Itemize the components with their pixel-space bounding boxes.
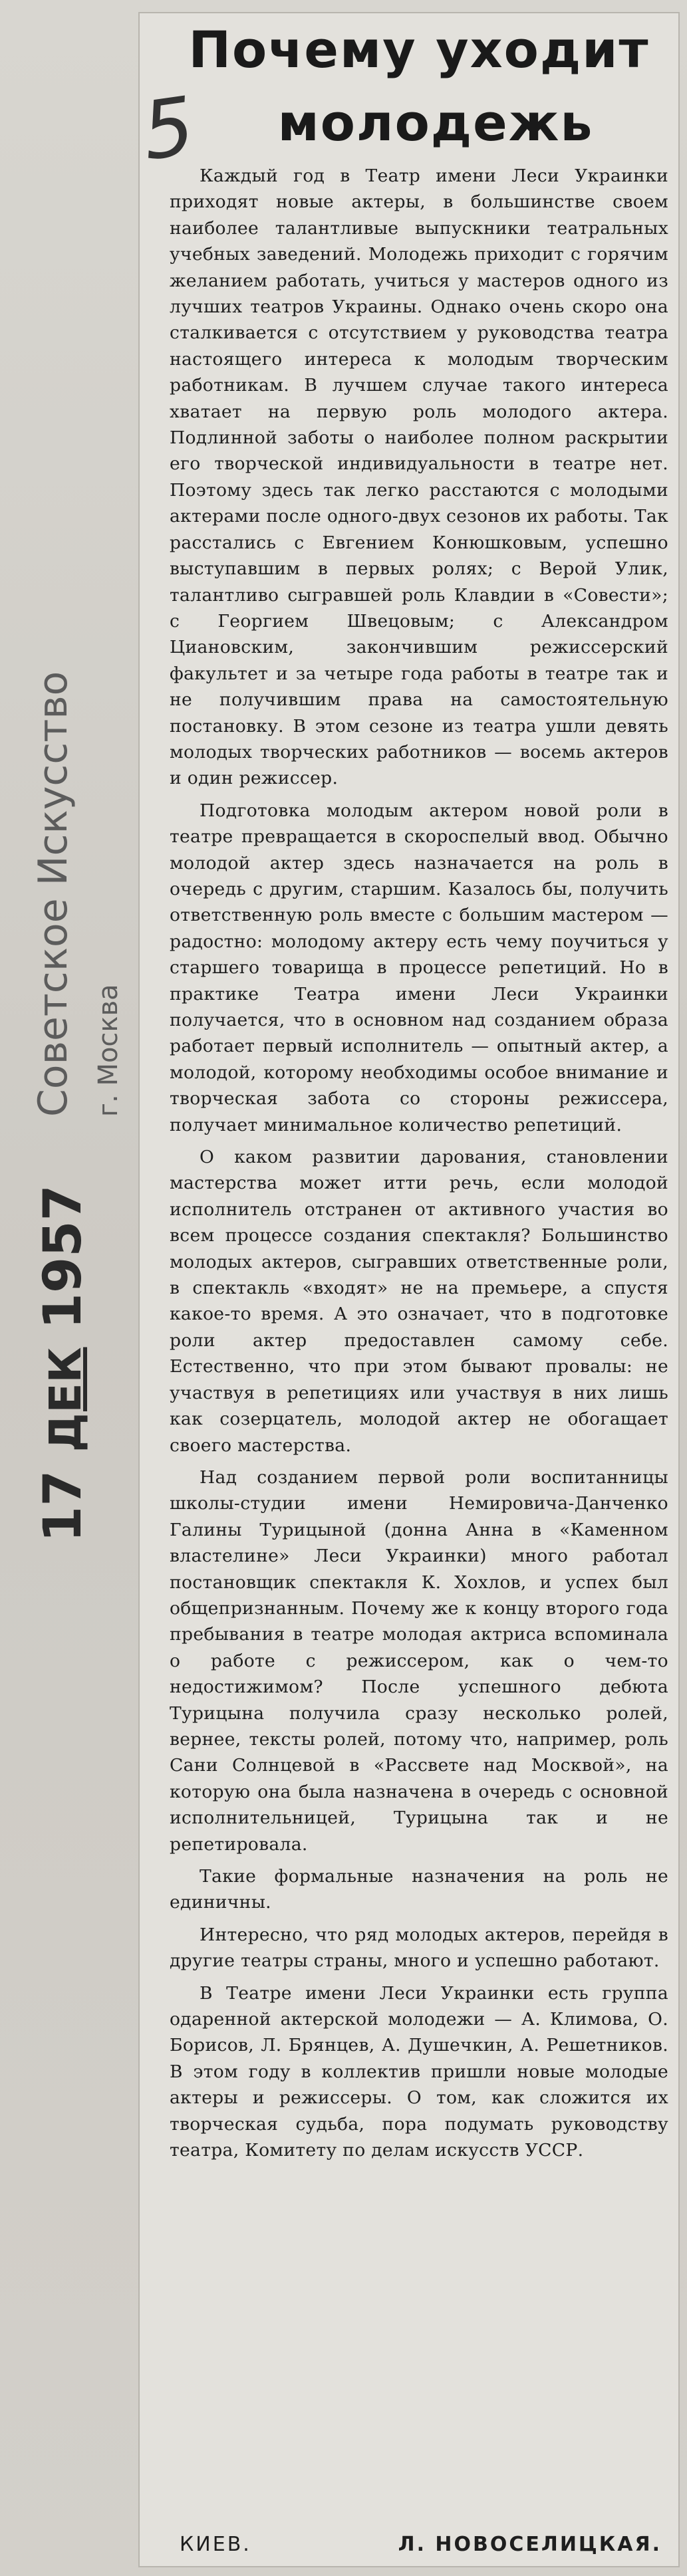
date-stamp-month: ДЕК <box>40 1347 91 1453</box>
article-paragraph: Такие формальные назначения на роль не единичны. <box>170 1866 668 1913</box>
article-paragraph: О каком развитии дарования, становлении мастерства может итти речь, если молодой исполнитель отстранен от активного участия во всем процессе создания спектакля? Большинство молодых актеров, сыгравших ответственные роли, в спектакль «входят» не на премьере, а спустя какое-то время. А это означает, что в подготовке роли актер предоставлен самому себе. Естественно, что при этом бывают провалы: не участвуя в репетициях или участвуя в них лишь как созерцатель, молодой актер не обогащает своего мастерства. <box>170 1147 668 1456</box>
source-stamp-paper: Советское Искусство <box>30 671 76 1117</box>
date-stamp-year: 1957 <box>33 1185 93 1330</box>
dateline-city: КИЕВ. <box>180 2533 251 2556</box>
date-stamp <box>33 745 93 1542</box>
pencil-number-mark: 5 <box>136 80 200 179</box>
headline-line-1: Почему уходит <box>188 20 650 79</box>
author-name: Л. НОВОСЕЛИЦКАЯ. <box>398 2533 662 2556</box>
article-body <box>170 163 668 2169</box>
article-paragraph: Над созданием первой роли воспитанницы школы-студии имени Немировича-Данченко Галины Турицыной (донна Анна в «Каменном властелине» Леси Украинки) много работал постановщик спектакля К. Хохлов, и успех был общепризнанным. Почему же к концу второго года пребывания в театре молодая актриса вспоминала о работе с режиссером, как о чем-то недостижимом? После успешного дебюта Турицына получила сразу несколько ролей, вернее, тексты ролей, потому что, например, роль Сани Солнцевой в «Рассвете над Москвой», на которую она была назначена в очередь с основной исполнительницей, Турицына так и не репетировала. <box>170 1466 668 1855</box>
article-paragraph: Каждый год в Театр имени Леси Украинки приходят новые актеры, в большинстве своем наиболее талантливые выпускники театральных учебных заведений. Молодежь приходит с горячим желанием работать, учиться у мастеров одного из лучших театров Украины. Однако очень скоро она сталкивается с отсутствием у руководства театра настоящего интереса к молодым творческим работникам. В лучшем случае такого интереса хватает на первую роль молодого актера. Подлинной заботы о наиболее полном раскрытии его творческой индивидуальности в театре нет. Поэтому здесь так легко расстаются с молодыми актерами после одного-двух сезонов их работы. Так расстались с Евгением Конюшковым, успешно выступавшим в первых ролях; с Верой Улик, талантливо сыгравшей роль Клавдии в «Совести»; с Георгием Швецовым; с Александром Циановским, закончившим режиссерский факультет и за четыре года работы в театре так и не получившим права на самостоятельную постановку. В этом сезоне из театра ушли девять молодых творческих работников — восемь актеров и один режиссер. <box>170 166 668 789</box>
article-paragraph: Интересно, что ряд молодых актеров, перейдя в другие театры страны, много и успешно работают. <box>170 1924 668 1972</box>
headline-line-2: молодежь <box>277 93 594 152</box>
article-paragraph: Подготовка молодым актером новой роли в театре превращается в скороспелый ввод. Обычно молодой актер здесь назначается на роль в очередь с другим, старшим. Казалось бы, получить ответственную роль вместе с большим мастером — радостно: молодому актеру есть чему поучиться у старшего товарища в процессе репетиций. Но в практике Театра имени Леси Украинки получается, что в основном над созданием образа работает первый исполнитель — опытный актер, а молодой, которому необходимы особое внимание и творческая забота со стороны режиссера, получает минимальное количество репетиций. <box>170 800 668 1135</box>
article-paragraph: В Театре имени Леси Украинки есть группа одаренной актерской молодежи — А. Климова, О. Борисов, Л. Брянцев, А. Душечкин, А. Решетников. В этом году в коллектив пришли новые молодые актеры и режиссеры. О том, как сложится их творческая судьба, пора подумать руководству театра, Комитету по делам искусств УССР. <box>170 1982 668 2161</box>
source-stamp-city: г. Москва <box>93 984 124 1117</box>
date-stamp-day: 17 <box>33 1470 93 1542</box>
